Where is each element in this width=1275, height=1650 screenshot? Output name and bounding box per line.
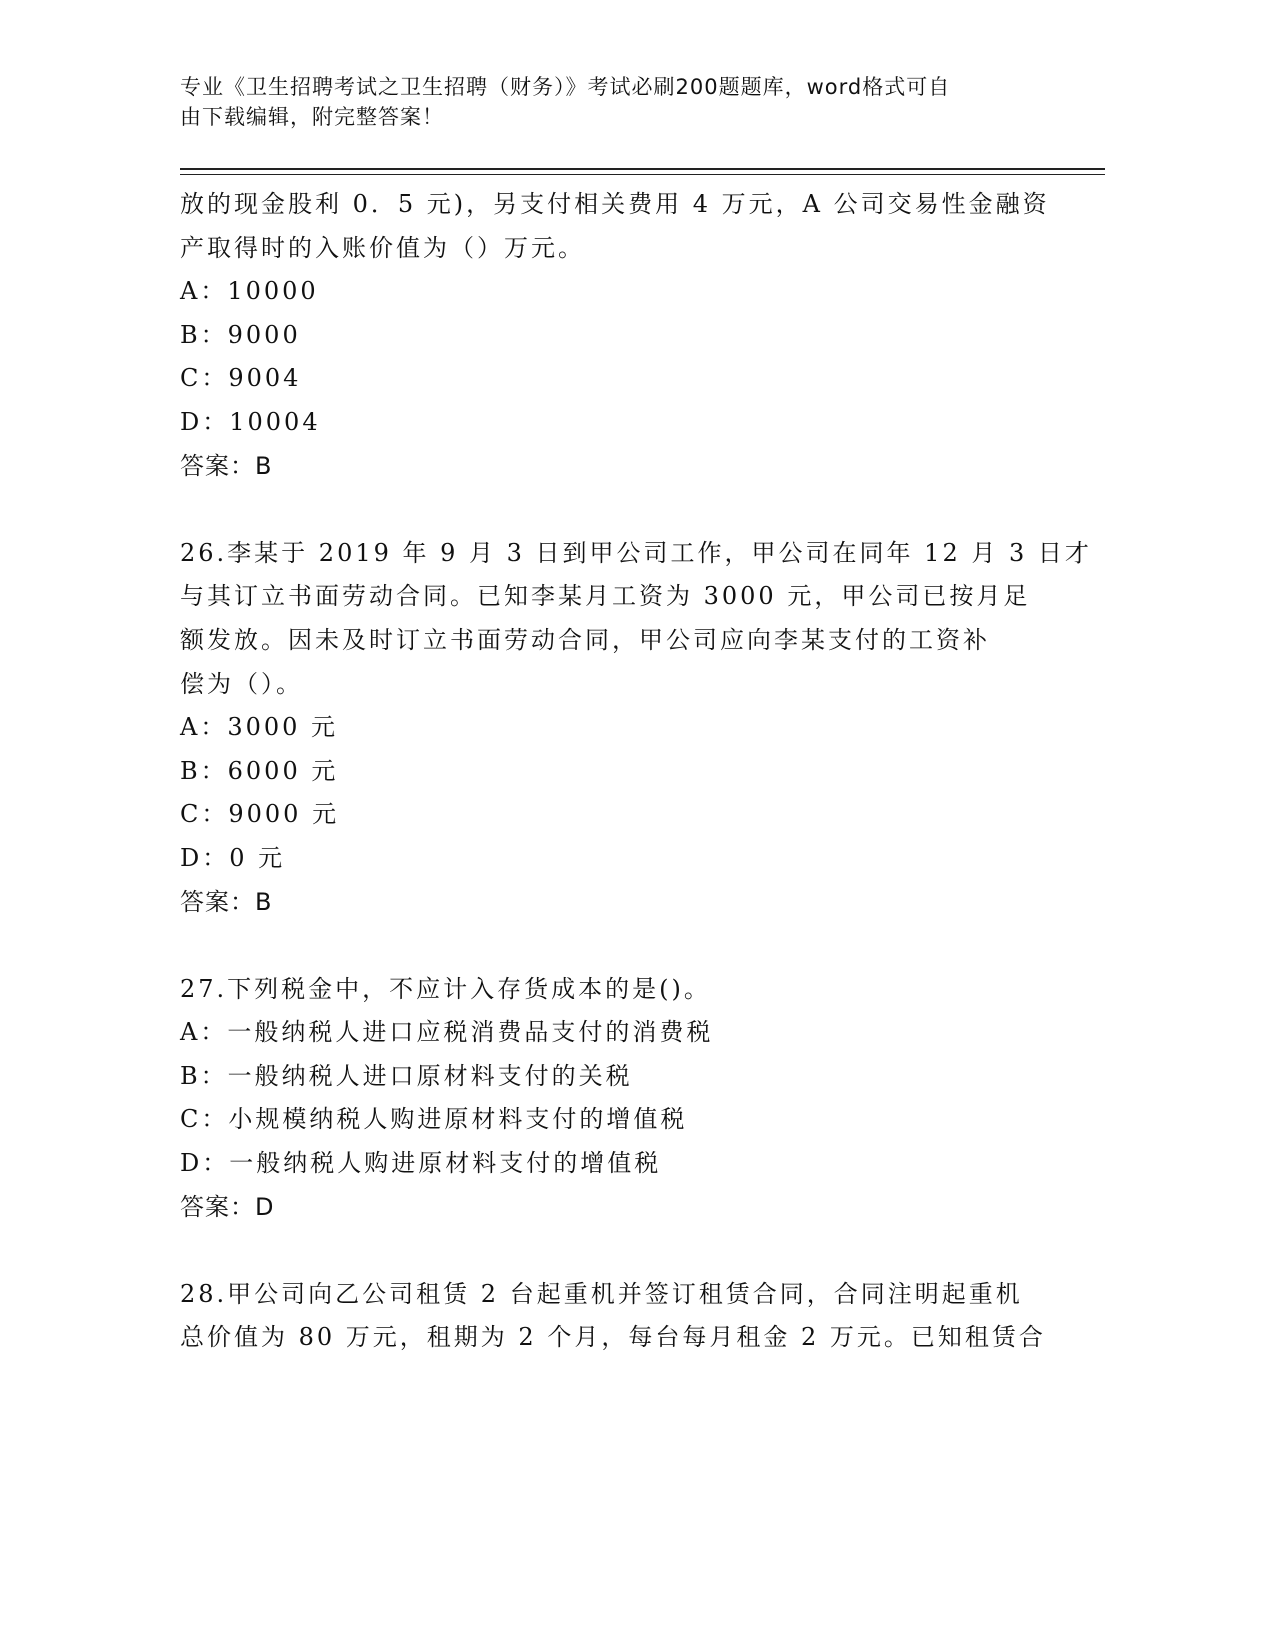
spacer (180, 1229, 1040, 1273)
option-c: C：小规模纳税人购进原材料支付的增值税 (180, 1105, 688, 1134)
option-c: C：9004 (180, 364, 302, 393)
option-d: D：一般纳税人购进原材料支付的增值税 (180, 1149, 662, 1178)
option-a: A：一般纳税人进口应税消费品支付的消费税 (180, 1018, 714, 1047)
spacer (180, 488, 1040, 532)
question-text-line: 额发放。因未及时订立书面劳动合同，甲公司应向李某支付的工资补 (180, 625, 990, 654)
option-d: D：10004 (180, 407, 321, 436)
document-header (180, 72, 1060, 132)
option-b: B：9000 (180, 320, 301, 349)
option-d: D：0 元 (180, 843, 286, 872)
header-title-line-1: 专业《卫生招聘考试之卫生招聘（财务）》考试必刷200题题库，word格式可自 (180, 75, 951, 99)
question-text-line: 28.甲公司向乙公司租赁 2 台起重机并签订租赁合同，合同注明起重机 (180, 1279, 1023, 1308)
answer: 答案：D (180, 1192, 275, 1221)
question-text-line: 27.下列税金中，不应计入存货成本的是()。 (180, 974, 711, 1003)
question-content (180, 183, 1092, 1360)
question-text-line: 偿为（）。 (180, 669, 303, 698)
question-text-line: 产取得时的入账价值为（）万元。 (180, 233, 585, 262)
answer: 答案：B (180, 451, 273, 480)
header-divider-thin (180, 174, 1105, 175)
option-b: B：6000 元 (180, 756, 339, 785)
question-27 (180, 968, 1040, 1230)
header-title-line-2: 由下载编辑，附完整答案！ (180, 105, 444, 129)
question-28 (180, 1273, 1046, 1360)
question-text-line: 与其订立书面劳动合同。已知李某月工资为 3000 元，甲公司已按月足 (180, 582, 1031, 611)
header-divider-thick (180, 168, 1105, 170)
question-text-line: 26.李某于 2019 年 9 月 3 日到甲公司工作，甲公司在同年 12 月 3 日才 (180, 538, 1092, 567)
question-26 (180, 532, 1092, 924)
option-a: A：10000 (180, 277, 319, 306)
option-c: C：9000 元 (180, 800, 340, 829)
option-a: A：3000 元 (180, 713, 339, 742)
question-text-line: 放的现金股利 0．5 元)，另支付相关费用 4 万元，A 公司交易性金融资 (180, 190, 1050, 218)
answer: 答案：B (180, 887, 273, 916)
question-25-continuation (180, 183, 1050, 488)
spacer (180, 924, 1040, 968)
question-text-line: 总价值为 80 万元，租期为 2 个月，每台每月租金 2 万元。已知租赁合 (180, 1323, 1046, 1352)
option-b: B：一般纳税人进口原材料支付的关税 (180, 1061, 633, 1090)
